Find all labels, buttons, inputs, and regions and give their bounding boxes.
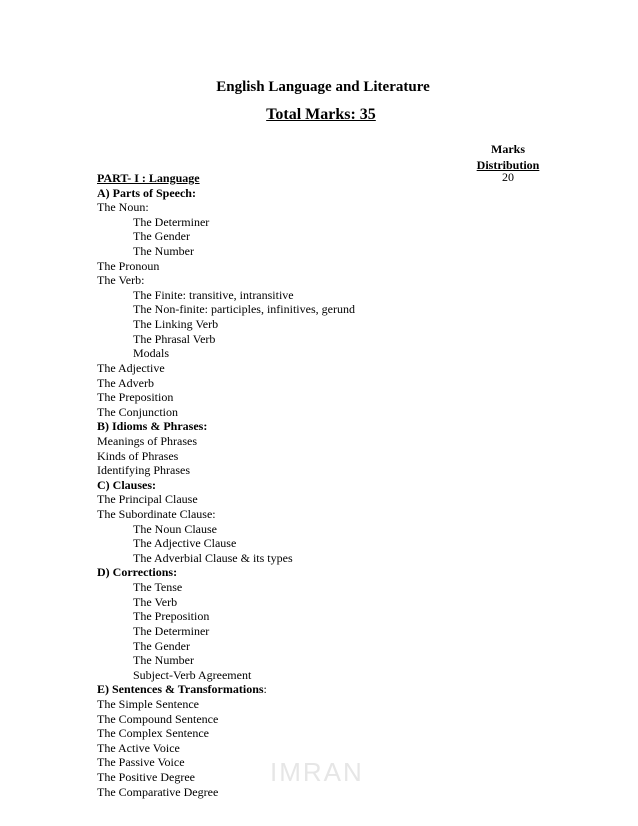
outline-line-text: The Positive Degree: [97, 769, 195, 784]
outline-line: [97, 390, 557, 405]
outline-line: [97, 478, 557, 493]
outline-line-text: The Pronoun: [97, 258, 160, 273]
outline-line-text: The Non-finite: participles, infinitives, gerund: [133, 302, 355, 317]
outline-line: [97, 580, 557, 595]
outline-line-text: The Compound Sentence: [97, 711, 219, 726]
outline-line-text: The Noun Clause: [133, 521, 217, 536]
outline-line: [97, 712, 557, 727]
outline-line-text: The Tense: [133, 580, 183, 595]
outline-line: [97, 186, 557, 201]
outline-line-text: PART- I : Language: [97, 171, 200, 185]
outline-line: [97, 288, 557, 303]
outline-line-text: The Adjective Clause: [133, 536, 237, 551]
outline-line: [97, 419, 557, 434]
outline-line: [97, 653, 557, 668]
outline-line: [97, 536, 557, 551]
outline-line: [97, 741, 557, 756]
outline-line: [97, 668, 557, 683]
outline-line-text: The Phrasal Verb: [133, 331, 216, 346]
outline-line: [97, 376, 557, 391]
outline-line-text: The Gender: [133, 229, 190, 244]
outline-line-text: Identifying Phrases: [97, 463, 190, 478]
outline-line: [97, 551, 557, 566]
outline-line-text: The Verb: [133, 594, 178, 609]
outline-line-text: A) Parts of Speech:: [97, 185, 196, 200]
outline-line-text: The Passive Voice: [97, 755, 185, 770]
outline-line-suffix: :: [263, 682, 267, 697]
outline-line: [97, 492, 557, 507]
outline-line: [97, 682, 557, 697]
outline-line-text: The Gender: [133, 638, 190, 653]
outline-line-text: The Number: [133, 244, 194, 259]
outline-line-text: The Complex Sentence: [97, 726, 209, 741]
outline-line: [97, 405, 557, 420]
part1-marks-value: 20: [502, 170, 514, 184]
outline-line-text: C) Clauses:: [97, 477, 156, 492]
outline-line: [97, 522, 557, 537]
outline-line-text: The Adjective: [97, 360, 165, 375]
marks-distribution-header: [440, 141, 576, 173]
outline-line: [97, 639, 557, 654]
outline-line-text: The Verb:: [97, 273, 145, 288]
outline-line-text: The Preposition: [97, 390, 174, 405]
outline-line-text: The Finite: transitive, intransitive: [133, 287, 294, 302]
outline-line-text: D) Corrections:: [97, 565, 178, 580]
total-marks-text: Total Marks: 35: [266, 106, 376, 123]
outline-line-text: E) Sentences & Transformations: [97, 682, 264, 697]
outline-line: [97, 171, 557, 186]
outline-line-text: The Adverb: [97, 375, 154, 390]
outline-line: [97, 449, 557, 464]
outline-line: [97, 244, 557, 259]
outline-line: [97, 332, 557, 347]
outline-line: [97, 624, 557, 639]
total-marks: [0, 106, 638, 124]
outline-line: [97, 346, 557, 361]
outline-line-text: The Active Voice: [97, 740, 180, 755]
outline-line-text: The Determiner: [133, 214, 210, 229]
outline-line: [97, 697, 557, 712]
outline-line: [97, 229, 557, 244]
outline-line-text: Kinds of Phrases: [97, 448, 179, 463]
outline-line: [97, 609, 557, 624]
outline-line-text: The Simple Sentence: [97, 696, 199, 711]
outline-line-text: The Principal Clause: [97, 492, 198, 507]
outline-line-text: The Noun:: [97, 200, 149, 215]
outline-line-text: Subject-Verb Agreement: [133, 667, 252, 682]
outline-line-text: The Preposition: [133, 609, 210, 624]
outline-line-text: The Comparative Degree: [97, 784, 219, 799]
outline-line: [97, 215, 557, 230]
outline-line-text: The Conjunction: [97, 404, 178, 419]
outline-line-text: The Determiner: [133, 623, 210, 638]
document-title: English Language and Literature: [216, 79, 430, 95]
outline-line: [97, 565, 557, 580]
watermark-text: IMRAN: [270, 757, 364, 787]
outline-line: [97, 302, 557, 317]
marks-header-line2: Distribution: [476, 158, 540, 172]
outline-line-text: The Adverbial Clause & its types: [133, 550, 293, 565]
outline-line-text: Modals: [133, 346, 169, 361]
outline-line: [97, 259, 557, 274]
outline-line: [97, 595, 557, 610]
outline-line: [97, 317, 557, 332]
outline-line-text: Meanings of Phrases: [97, 433, 197, 448]
syllabus-outline: [97, 171, 557, 799]
outline-line-text: The Number: [133, 653, 194, 668]
outline-line-text: The Subordinate Clause:: [97, 507, 216, 522]
outline-line-text: B) Idioms & Phrases:: [97, 419, 208, 434]
outline-line: [97, 434, 557, 449]
outline-line: [97, 726, 557, 741]
outline-line: [97, 200, 557, 215]
outline-line-text: The Linking Verb: [133, 317, 219, 332]
outline-line: [97, 361, 557, 376]
marks-header-line1: Marks: [491, 142, 525, 156]
outline-line: [97, 273, 557, 288]
outline-line: [97, 507, 557, 522]
outline-line: [97, 463, 557, 478]
